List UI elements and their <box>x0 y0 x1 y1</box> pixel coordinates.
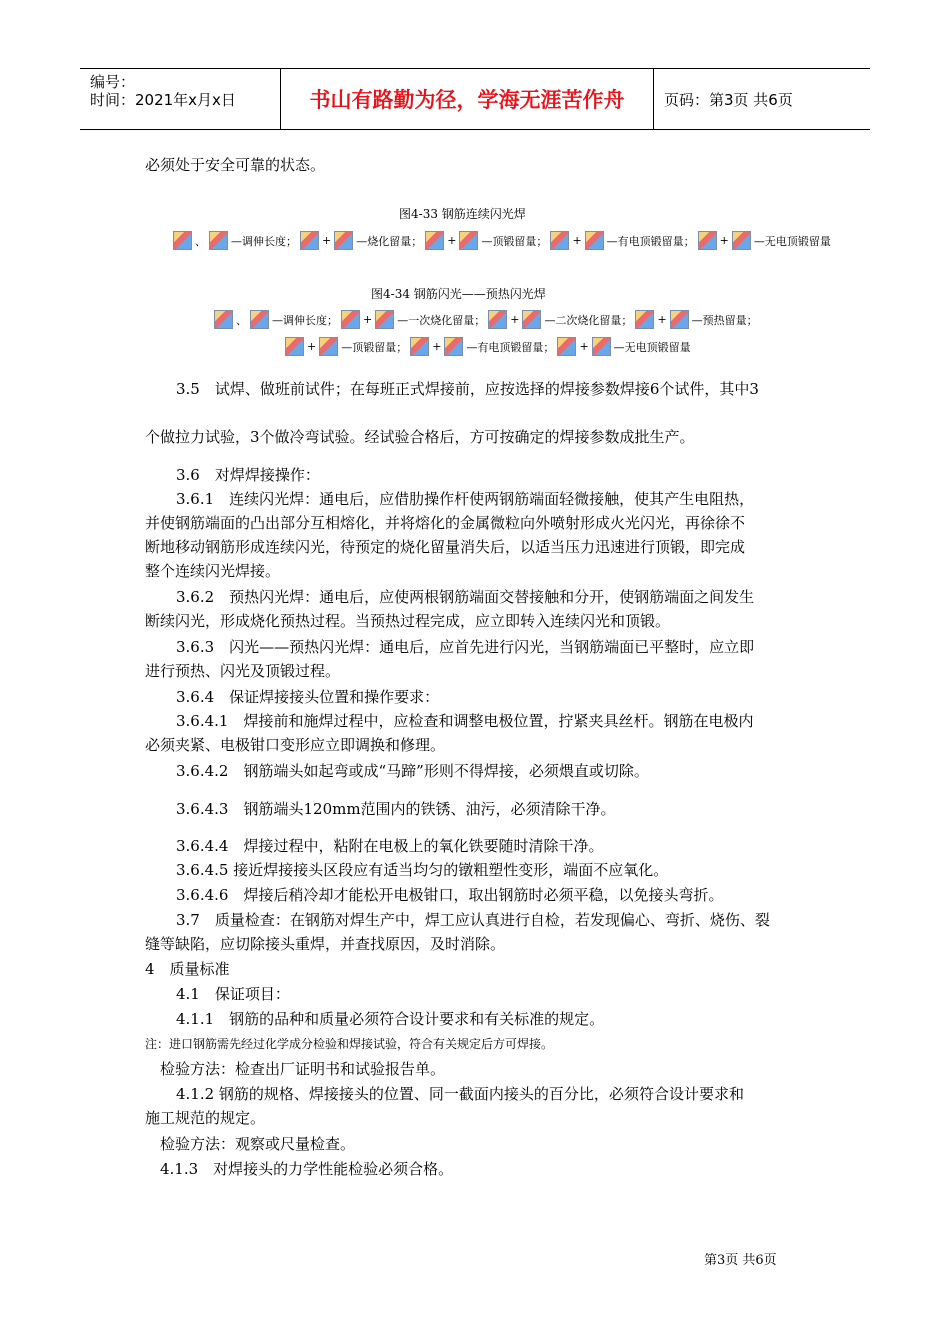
formula-image-icon <box>592 337 611 356</box>
formula-image-icon <box>635 310 654 329</box>
formula-image-icon <box>488 310 507 329</box>
para-3-6-4-3: 3.6.4.3 钢筋端头120mm范围内的铁锈、油污，必须清除干净。 <box>176 800 616 818</box>
formula-image-icon <box>410 337 429 356</box>
figure-caption-4-34: 图4-34 钢筋闪光——预热闪光焊 <box>371 287 546 301</box>
para-4-1: 4.1 保证项目： <box>176 985 290 1003</box>
para-3-6-1-line3: 断地移动钢筋形成连续闪光，待预定的烧化留量消失后，以适当压力迅速进行顶锻，即完成 <box>145 538 746 556</box>
para-3-6-2-line2: 断续闪光，形成烧化预热过程。当预热过程完成，应立即转入连续闪光和顶锻。 <box>145 612 671 630</box>
formula-image-icon <box>444 337 463 356</box>
para-4-1-2-line1: 4.1.2 钢筋的规格、焊接接头的位置、同一截面内接头的百分比，必须符合设计要求和 <box>176 1085 744 1103</box>
formula-image-icon <box>732 231 751 250</box>
figure-caption-4-33: 图4-33 钢筋连续闪光焊 <box>399 207 526 221</box>
page-header <box>80 68 870 130</box>
formula-image-icon <box>670 310 689 329</box>
page-footer-number: 第3页 共6页 <box>704 1253 777 1268</box>
doc-date-label: 时间：2021年x月x日 <box>90 91 236 109</box>
formula-image-icon <box>319 337 338 356</box>
header-info <box>80 69 280 129</box>
para-3-7-line1: 3.7 质量检查：在钢筋对焊生产中，焊工应认真进行自检，若发现偏心、弯折、烧伤、裂 <box>176 911 770 929</box>
para-3-6-4-1-line2: 必须夹紧、电极钳口变形应立即调换和修理。 <box>145 736 446 754</box>
para-4-1-3: 4.1.3 对焊接头的力学性能检验必须合格。 <box>160 1160 454 1178</box>
para-3-7-line2: 缝等缺陷，应切除接头重焊，并查找原因，及时消除。 <box>145 935 506 953</box>
para-3-6-4-1-line1: 3.6.4.1 焊接前和施焊过程中，应检查和调整电极位置，拧紧夹具丝杆。钢筋在电极内 <box>176 712 754 730</box>
figure-legend-4-34-line1: 、 —调伸长度； + —一次烧化留量； + —二次烧化留量； + —预热留量； <box>213 310 760 329</box>
para-3-6: 3.6 对焊焊接操作： <box>176 466 320 484</box>
para-3-5-line1: 3.5 试焊、做班前试件；在每班正式焊接前，应按选择的焊接参数焊接6个试件，其中3 <box>176 380 759 398</box>
para-3-6-4-4: 3.6.4.4 焊接过程中，粘附在电极上的氧化铁要随时清除干净。 <box>176 837 604 855</box>
formula-image-icon <box>250 310 269 329</box>
note-line: 注：进口钢筋需先经过化学成分检验和焊接试验，符合有关规定后方可焊接。 <box>145 1037 554 1051</box>
formula-image-icon <box>341 310 360 329</box>
formula-image-icon <box>425 231 444 250</box>
para-3-6-4-6: 3.6.4.6 焊接后稍冷却才能松开电极钳口，取出钢筋时必须平稳，以免接头弯折。 <box>176 886 724 904</box>
para-3-6-2-line1: 3.6.2 预热闪光焊：通电后，应使两根钢筋端面交替接触和分开，使钢筋端面之间发生 <box>176 588 755 606</box>
formula-image-icon <box>550 231 569 250</box>
para-3-6-4: 3.6.4 保证焊接接头位置和操作要求： <box>176 688 440 706</box>
formula-image-icon <box>557 337 576 356</box>
para-3-6-1-line4: 整个连续闪光焊接。 <box>145 562 281 580</box>
para-3-6-4-2: 3.6.4.2 钢筋端头如起弯或成“马蹄”形则不得焊接，必须煨直或切除。 <box>176 762 649 780</box>
para-3-5-line2: 个做拉力试验，3个做冷弯试验。经试验合格后，方可按确定的焊接参数成批生产。 <box>145 428 695 446</box>
header-page-number: 页码：第3页 共6页 <box>664 90 793 109</box>
formula-image-icon <box>300 231 319 250</box>
body-line-top: 必须处于安全可靠的状态。 <box>145 156 326 174</box>
doc-number-label: 编号： <box>90 73 136 91</box>
para-3-6-4-5: 3.6.4.5 接近焊接接头区段应有适当均匀的镦粗塑性变形，端面不应氧化。 <box>176 861 669 879</box>
formula-image-icon <box>375 310 394 329</box>
figure-legend-4-34-line2: + —顶锻留量； + —有电顶锻留量； + —无电顶锻留量 <box>284 337 693 356</box>
formula-image-icon <box>209 231 228 250</box>
formula-image-icon <box>585 231 604 250</box>
header-motto: 书山有路勤为径，学海无涯苦作舟 <box>309 88 625 112</box>
formula-image-icon <box>173 231 192 250</box>
para-4-1-1: 4.1.1 钢筋的品种和质量必须符合设计要求和有关标准的规定。 <box>176 1010 605 1028</box>
formula-image-icon <box>522 310 541 329</box>
para-3-6-3-line1: 3.6.3 闪光——预热闪光焊：通电后，应首先进行闪光，当钢筋端面已平整时，应立即 <box>176 638 755 656</box>
para-3-6-1-line2: 并使钢筋端面的凸出部分互相熔化，并将熔化的金属微粒向外喷射形成火光闪光，再徐徐不 <box>145 514 746 532</box>
formula-image-icon <box>334 231 353 250</box>
formula-image-icon <box>698 231 717 250</box>
para-3-6-3-line2: 进行预热、闪光及顶锻过程。 <box>145 662 341 680</box>
formula-image-icon <box>459 231 478 250</box>
check-method-1: 检验方法：检查出厂证明书和试验报告单。 <box>160 1060 446 1078</box>
check-method-2: 检验方法：观察或尺量检查。 <box>160 1135 356 1153</box>
figure-legend-4-33: 、 —调伸长度； + —烧化留量； + —顶锻留量； + —有电顶锻留量； + —无电顶锻留量 <box>172 231 833 250</box>
formula-image-icon <box>214 310 233 329</box>
formula-image-icon <box>285 337 304 356</box>
section-heading-4: 4 质量标准 <box>145 960 230 978</box>
para-3-6-1-line1: 3.6.1 连续闪光焊：通电后，应借肋操作杆使两钢筋端面轻微接触，使其产生电阻热， <box>176 490 755 508</box>
para-4-1-2-line2: 施工规范的规定。 <box>145 1109 266 1127</box>
